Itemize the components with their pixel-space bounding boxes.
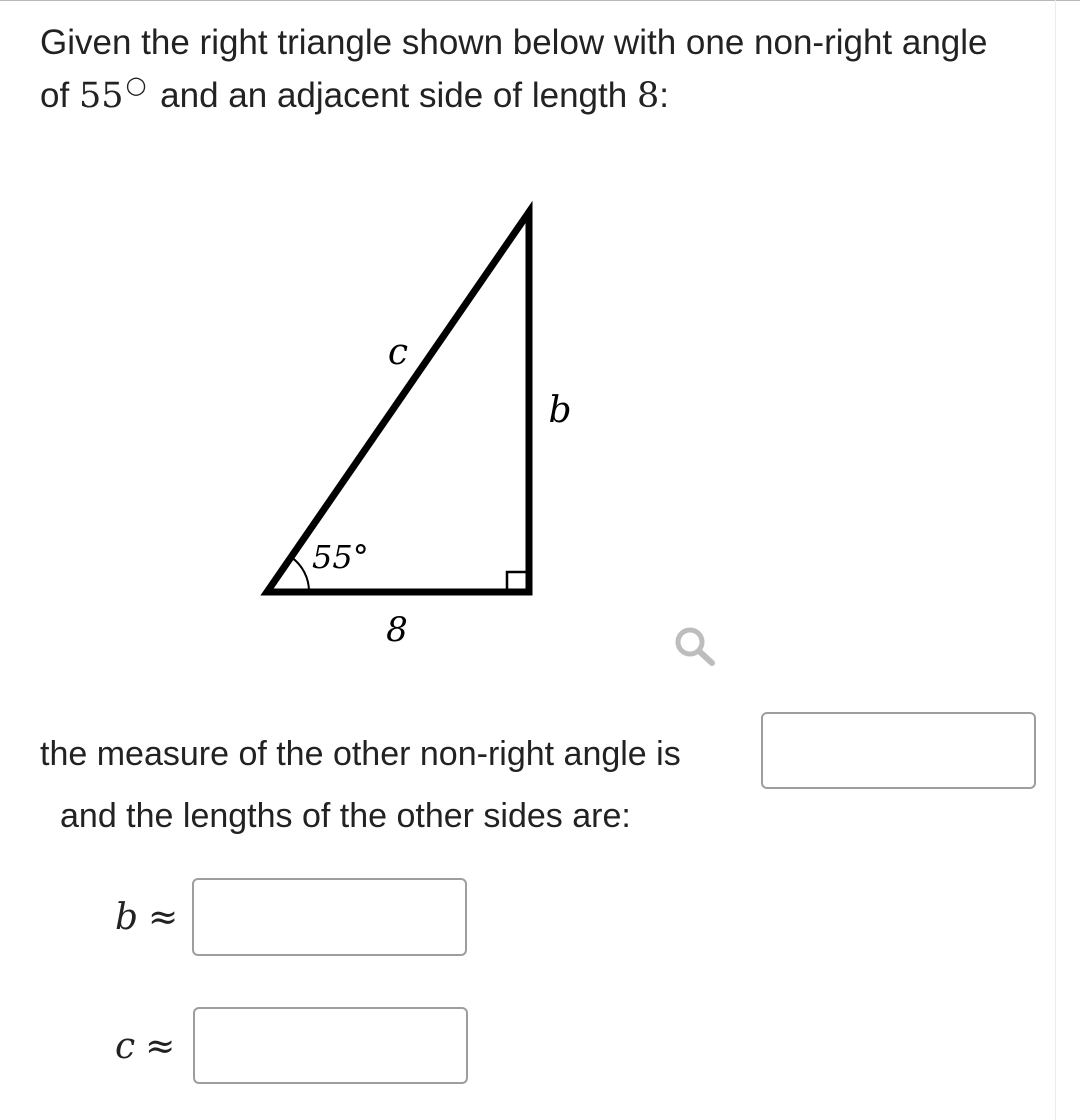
right-angle-marker xyxy=(507,572,527,590)
approx-symbol: ≈ xyxy=(148,897,179,938)
other-sides-prompt: and the lengths of the other sides are: xyxy=(60,797,631,835)
magnifier-icon[interactable] xyxy=(672,624,718,670)
question-degree: ○ xyxy=(125,71,147,99)
label-b-side: b xyxy=(548,390,572,431)
label-c-hypotenuse: c xyxy=(387,332,409,373)
question-part1: Given the right triangle shown below with one non-right angle of xyxy=(40,23,988,115)
other-angle-input[interactable] xyxy=(761,712,1036,789)
question-text xyxy=(40,22,1020,117)
question-side: 8 xyxy=(636,76,660,116)
label-adjacent-side: 8 xyxy=(386,610,408,650)
question-angle: 55 xyxy=(78,76,124,116)
approx-symbol: ≈ xyxy=(145,1026,176,1067)
triangle-shape xyxy=(267,212,529,592)
question-part2: and an adjacent side of length xyxy=(160,76,628,115)
c-variable: c xyxy=(115,1026,136,1067)
right-divider xyxy=(1055,0,1056,1120)
triangle-diagram xyxy=(0,180,620,660)
angle-arc xyxy=(291,557,309,592)
c-approx-label xyxy=(115,1027,175,1067)
b-variable: b xyxy=(115,897,139,938)
question-part3: : xyxy=(659,76,669,115)
c-input[interactable] xyxy=(193,1007,468,1084)
label-angle: 55° xyxy=(312,538,369,576)
b-approx-label xyxy=(115,898,178,938)
other-angle-prompt: the measure of the other non-right angle is xyxy=(40,735,681,773)
top-divider xyxy=(0,0,1080,1)
b-input[interactable] xyxy=(192,878,467,956)
